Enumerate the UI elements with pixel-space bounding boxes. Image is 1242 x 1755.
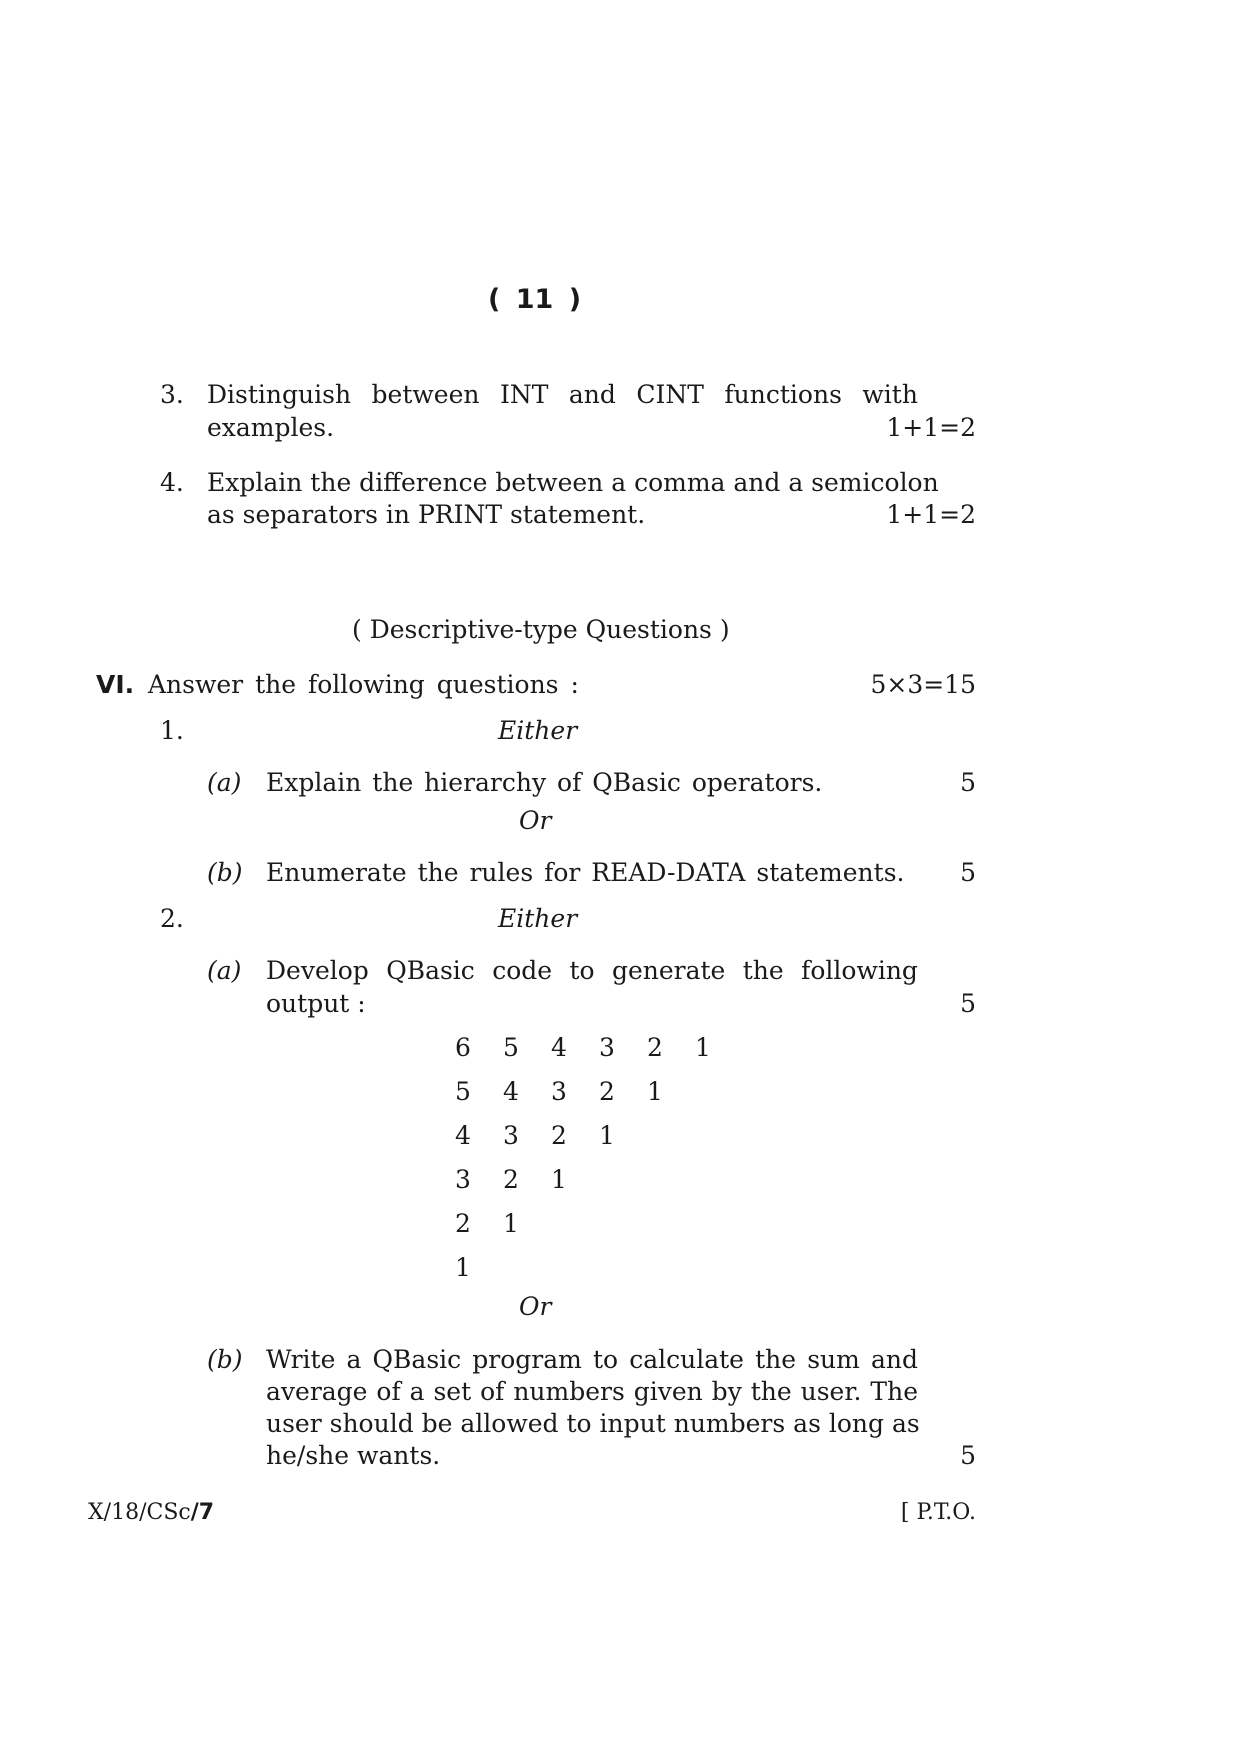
q3-word: and <box>568 380 616 409</box>
section-heading: ( Descriptive-type Questions ) <box>352 615 730 644</box>
output-cell: 3 <box>455 1165 471 1194</box>
q2-a-line1 <box>266 956 918 985</box>
question-3-marks: 1+1=2 <box>886 413 976 442</box>
question-3-line1 <box>207 380 918 409</box>
output-cell: 2 <box>551 1121 567 1150</box>
q2-b-line4: he/she wants. <box>266 1441 441 1470</box>
q2-either: Either <box>498 904 578 933</box>
section-marks: 5×3=15 <box>870 670 976 699</box>
question-4-number: 4. <box>160 468 184 497</box>
page-number: ( 11 ) <box>488 284 582 315</box>
output-cell: 1 <box>599 1121 615 1150</box>
q3-word: Distinguish <box>207 380 352 409</box>
output-cell: 4 <box>455 1121 471 1150</box>
section-roman: VI. <box>96 670 135 699</box>
q1-a-text: Explain the hierarchy of QBasic operators. <box>266 768 823 797</box>
output-cell: 6 <box>455 1033 471 1062</box>
q2-b-marks: 5 <box>960 1441 976 1470</box>
output-cell: 4 <box>551 1033 567 1062</box>
q3-word: INT <box>499 380 549 409</box>
output-cell: 1 <box>695 1033 711 1062</box>
q1-number: 1. <box>160 716 184 745</box>
q2-b-line3: user should be allowed to input numbers as long as <box>266 1409 920 1438</box>
question-3-line2: examples. <box>207 413 335 442</box>
section-instruction: Answer the following questions : <box>148 670 579 699</box>
footer-pto: [ P.T.O. <box>900 1500 976 1525</box>
q2a-word: QBasic <box>386 956 475 985</box>
q2a-word: to <box>569 956 595 985</box>
q3-word: between <box>371 380 480 409</box>
output-cell: 2 <box>455 1209 471 1238</box>
q2-a-marks: 5 <box>960 989 976 1018</box>
output-cell: 1 <box>647 1077 663 1106</box>
q2a-word: generate <box>611 956 726 985</box>
q2-a-label: (a) <box>207 956 242 985</box>
output-cell: 2 <box>503 1165 519 1194</box>
q1-a-marks: 5 <box>960 768 976 797</box>
question-4-marks: 1+1=2 <box>886 500 976 529</box>
q2-number: 2. <box>160 904 184 933</box>
output-cell: 3 <box>551 1077 567 1106</box>
output-cell: 3 <box>503 1121 519 1150</box>
q2-b-line2: average of a set of numbers given by the user. The <box>266 1377 918 1406</box>
q1-either: Either <box>498 716 578 745</box>
output-cell: 2 <box>647 1033 663 1062</box>
question-3-number: 3. <box>160 380 184 409</box>
output-cell: 1 <box>455 1253 471 1282</box>
q1-b-label: (b) <box>207 858 243 887</box>
q2-a-line2: output : <box>266 989 366 1018</box>
q1-a-label: (a) <box>207 768 242 797</box>
output-cell: 2 <box>599 1077 615 1106</box>
paper-code-prefix: X/18/CSc <box>88 1500 191 1525</box>
q1-b-marks: 5 <box>960 858 976 887</box>
q2-b-line1: Write a QBasic program to calculate the sum and <box>266 1345 918 1374</box>
q2a-word: code <box>492 956 553 985</box>
q2-or: Or <box>519 1292 552 1321</box>
question-4-line2: as separators in PRINT statement. <box>207 500 646 529</box>
q1-b-text: Enumerate the rules for READ-DATA statements. <box>266 858 905 887</box>
q3-word: CINT <box>636 380 704 409</box>
paper-code-suffix: /7 <box>190 1500 215 1525</box>
q3-word: functions <box>724 380 842 409</box>
output-cell: 4 <box>503 1077 519 1106</box>
output-cell: 1 <box>551 1165 567 1194</box>
output-cell: 3 <box>599 1033 615 1062</box>
q3-word: with <box>862 380 918 409</box>
q2a-word: Develop <box>266 956 369 985</box>
output-cell: 5 <box>455 1077 471 1106</box>
question-4-line1: Explain the difference between a comma and a semicolon <box>207 468 939 497</box>
output-cell: 1 <box>503 1209 519 1238</box>
footer-paper-code <box>88 1500 214 1525</box>
q2a-word: following <box>801 956 918 985</box>
output-cell: 5 <box>503 1033 519 1062</box>
q1-or: Or <box>519 806 552 835</box>
q2a-word: the <box>742 956 784 985</box>
q2-b-label: (b) <box>207 1345 243 1374</box>
